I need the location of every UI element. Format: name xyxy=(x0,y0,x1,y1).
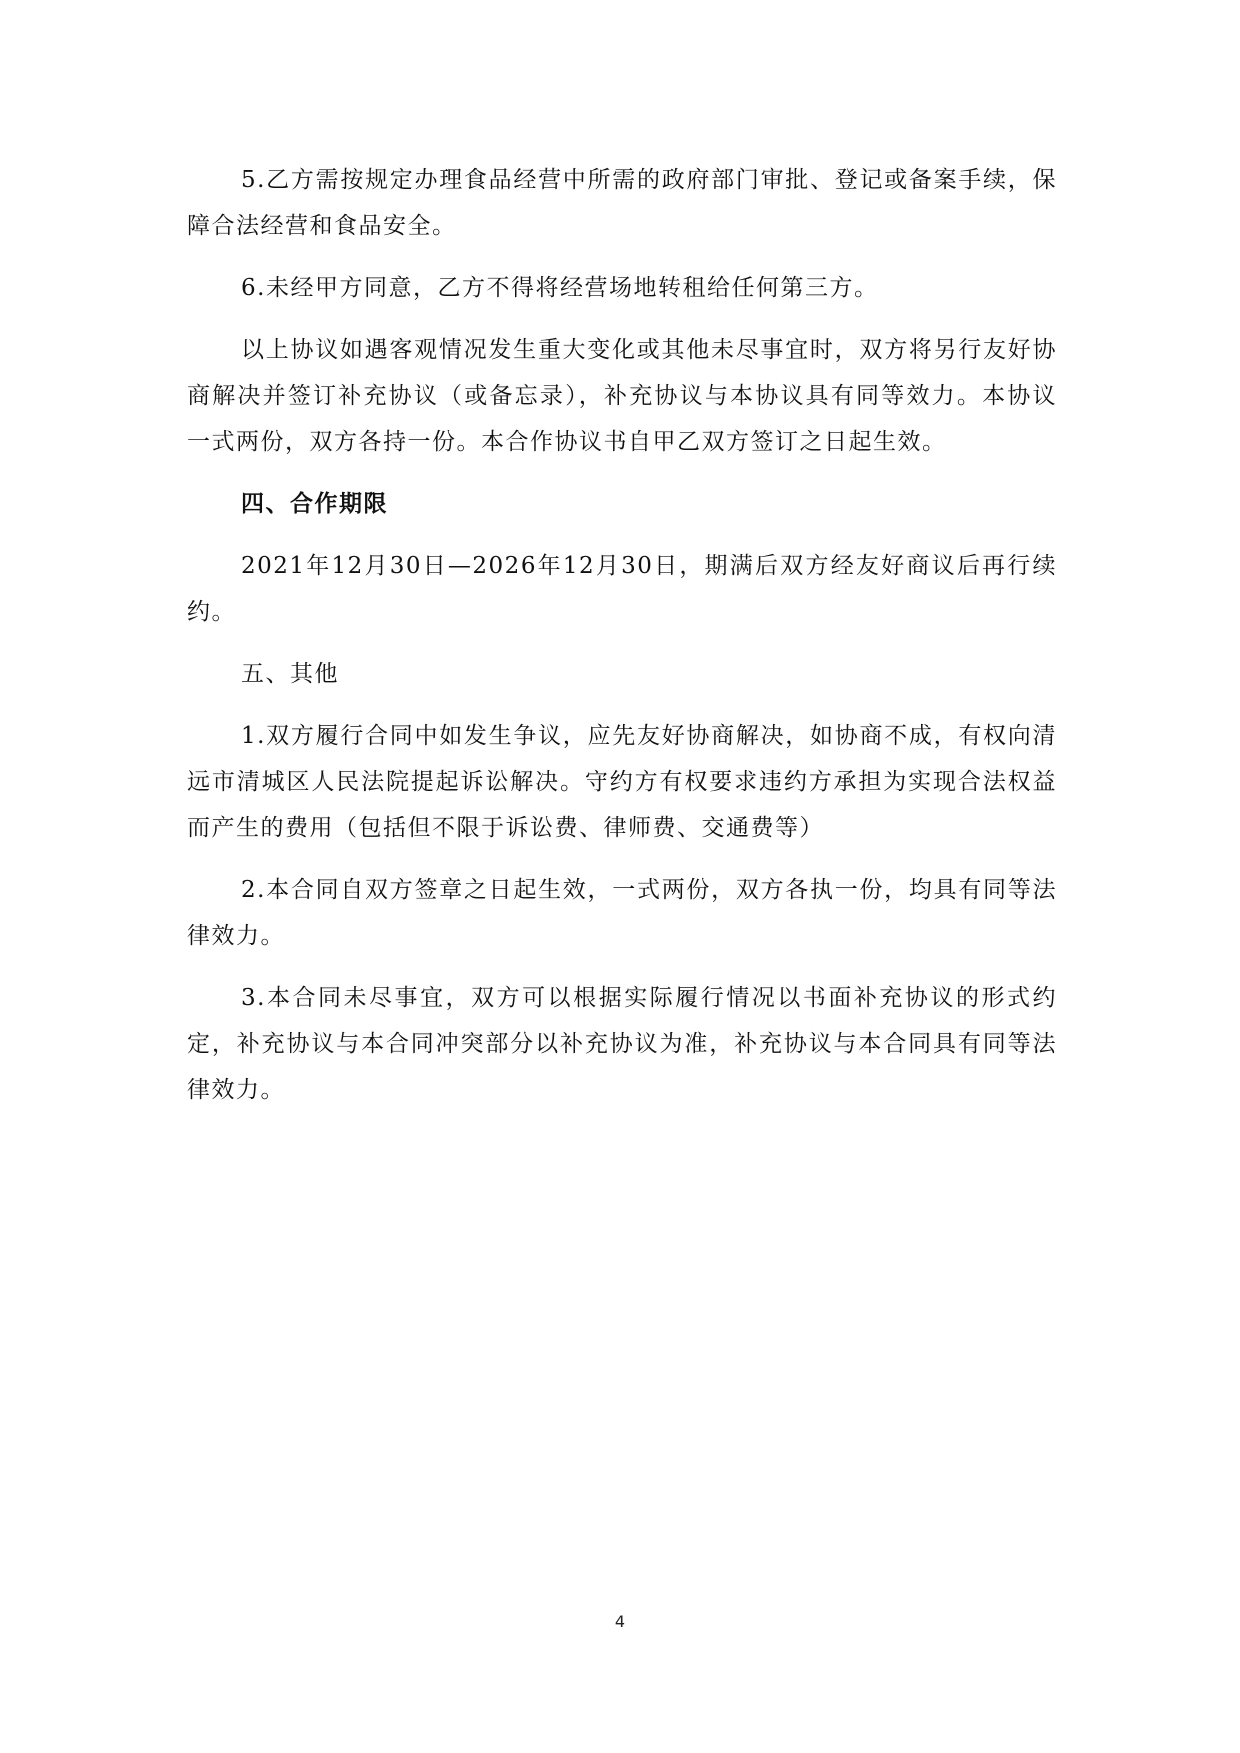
clause-3-unresolved-matters: 3.本合同未尽事宜，双方可以根据实际履行情况以书面补充协议的形式约定，补充协议与本合同冲突部分以补充协议为准，补充协议与本合同具有同等法律效力。 xyxy=(187,985,1057,1103)
page-number: 4 xyxy=(614,1612,626,1631)
clause-5-food-permits: 5.乙方需按规定办理食品经营中所需的政府部门审批、登记或备案手续，保障合法经营和食品安全。 xyxy=(187,167,1057,239)
supplementary-agreement-paragraph: 以上协议如遇客观情况发生重大变化或其他未尽事宜时，双方将另行友好协商解决并签订补充协议（或备忘录），补充协议与本协议具有同等效力。本协议一式两份，双方各持一份。本合作协议书自甲乙双方签订之日起生效。 xyxy=(187,337,1057,455)
section-heading-cooperation-term: 四、合作期限 xyxy=(241,490,388,517)
document-body xyxy=(187,157,1057,1113)
clause-1-dispute-resolution: 1.双方履行合同中如发生争议，应先友好协商解决，如协商不成，有权向清远市清城区人民法院提起诉讼解决。守约方有权要求违约方承担为实现合法权益而产生的费用（包括但不限于诉讼费、律师费、交通费等） xyxy=(187,723,1057,841)
clause-6-no-sublease: 6.未经甲方同意，乙方不得将经营场地转租给任何第三方。 xyxy=(241,275,879,301)
cooperation-term-paragraph: 2021年12月30日—2026年12月30日，期满后双方经友好商议后再行续约。 xyxy=(187,553,1057,625)
clause-2-effectiveness: 2.本合同自双方签章之日起生效，一式两份，双方各执一份，均具有同等法律效力。 xyxy=(187,877,1057,949)
section-heading-other: 五、其他 xyxy=(241,661,339,687)
